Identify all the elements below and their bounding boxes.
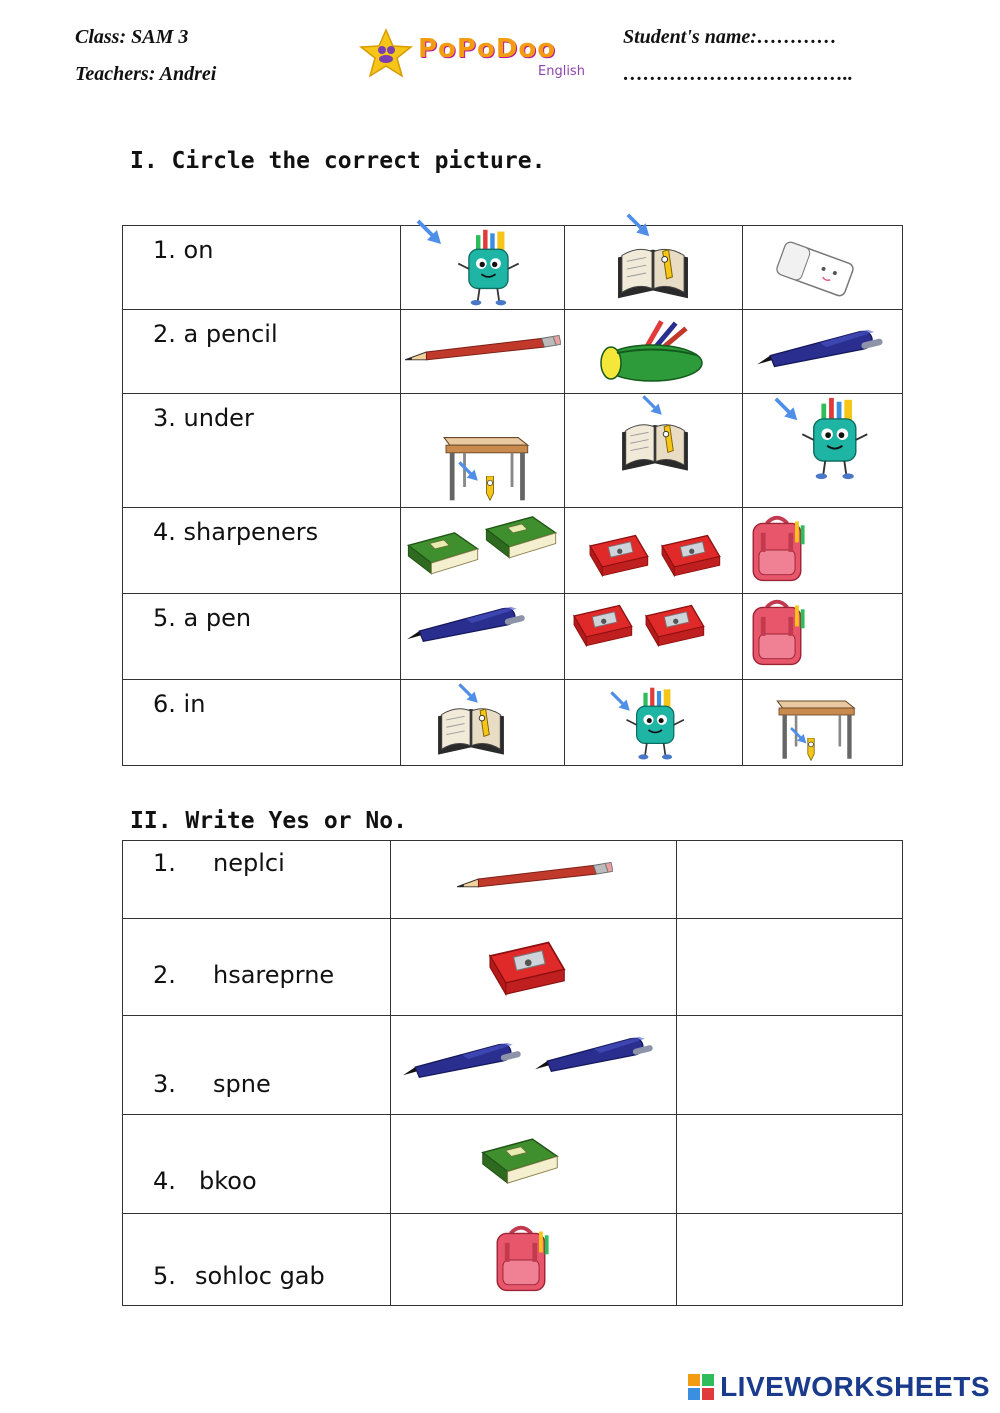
table-row (123, 394, 903, 508)
item-label: 5. a pen (153, 604, 252, 632)
scrambled-word: bkoo (199, 1167, 257, 1195)
table-row (123, 594, 903, 680)
answer-cell[interactable] (677, 1016, 903, 1115)
book-icon (481, 512, 561, 568)
arrow-icon (457, 460, 481, 484)
sharpener-icon (481, 931, 571, 999)
school-bag-icon (487, 1222, 555, 1298)
liveworksheets-brand: LIVEWORKSHEETS (720, 1371, 990, 1402)
open-book-icon (617, 414, 693, 478)
scrambled-word: sohloc gab (195, 1262, 325, 1290)
popodoo-logo (356, 26, 596, 84)
answer-cell[interactable] (677, 841, 903, 919)
sharpener-icon (639, 596, 709, 650)
scrambled-word: hsareprne (213, 961, 335, 989)
pen-holder-icon (439, 228, 529, 308)
eraser-icon (765, 234, 865, 304)
student-name-label: Student's name:………… (623, 26, 837, 48)
open-book-icon (613, 238, 693, 306)
picture-cell[interactable] (565, 508, 743, 594)
section-2-title: II. Write Yes or No. (130, 808, 407, 834)
table-row (123, 1214, 903, 1306)
arrow-icon (457, 682, 481, 706)
pencil-icon (457, 859, 613, 899)
table-row (123, 841, 903, 919)
school-bag-icon (743, 512, 811, 588)
small-pencil-icon (481, 476, 499, 502)
picture-cell[interactable] (565, 594, 743, 680)
item-number: 1. (153, 849, 176, 877)
pen-icon (405, 600, 527, 646)
picture-cell[interactable] (743, 508, 903, 594)
pen-icon (401, 1036, 523, 1082)
table-row (123, 1115, 903, 1214)
pen-icon (533, 1030, 655, 1076)
picture-cell[interactable] (401, 508, 565, 594)
item-number: 3. (153, 1070, 176, 1098)
school-bag-icon (743, 596, 811, 672)
teacher-label: Teachers: Andrei (75, 63, 217, 85)
picture-cell[interactable] (565, 394, 743, 508)
item-number: 4. (153, 1167, 176, 1195)
picture-cell[interactable] (401, 226, 565, 310)
picture-cell[interactable] (401, 310, 565, 394)
pen-icon (755, 324, 885, 370)
open-book-icon (433, 698, 509, 762)
picture-cell[interactable] (565, 680, 743, 766)
item-label: 3. under (153, 404, 254, 432)
arrow-icon (773, 396, 801, 424)
answer-cell[interactable] (677, 1214, 903, 1306)
pencil-case-icon (597, 314, 707, 386)
student-name-dots: …………………………….. (623, 63, 853, 85)
liveworksheets-footer[interactable] (688, 1371, 990, 1403)
item-number: 2. (153, 961, 176, 989)
picture-cell[interactable] (743, 310, 903, 394)
table-row (123, 226, 903, 310)
item-label: 6. in (153, 690, 206, 718)
table-row (123, 310, 903, 394)
picture-cell[interactable] (743, 594, 903, 680)
write-yes-no-table (122, 840, 903, 1306)
picture-cell[interactable] (565, 310, 743, 394)
circle-picture-table (122, 225, 903, 766)
pencil-icon (405, 332, 561, 372)
arrow-icon (789, 726, 809, 746)
table-row (123, 919, 903, 1016)
table-row (123, 508, 903, 594)
picture-cell[interactable] (401, 394, 565, 508)
table-row (123, 1016, 903, 1115)
picture-cell[interactable] (743, 226, 903, 310)
arrow-icon (415, 218, 445, 248)
arrow-icon (609, 690, 633, 714)
class-label: Class: SAM 3 (75, 26, 189, 48)
scrambled-word: spne (213, 1070, 271, 1098)
item-label: 2. a pencil (153, 320, 278, 348)
arrow-icon (625, 212, 653, 240)
picture-cell[interactable] (565, 226, 743, 310)
book-icon (403, 528, 483, 584)
sharpener-icon (655, 526, 725, 580)
picture-cell[interactable] (401, 680, 565, 766)
arrow-icon (641, 394, 665, 418)
sharpener-icon (567, 596, 637, 650)
picture-cell[interactable] (401, 594, 565, 680)
liveworksheets-logo-icon (688, 1374, 714, 1400)
picture-cell[interactable] (743, 680, 903, 766)
logo-subtitle: English (538, 64, 585, 79)
picture-cell[interactable] (743, 394, 903, 508)
answer-cell[interactable] (677, 919, 903, 1016)
book-icon (477, 1135, 563, 1193)
logo-title: PoPoDoo (418, 34, 557, 64)
answer-cell[interactable] (677, 1115, 903, 1214)
scrambled-word: neplci (213, 849, 285, 877)
section-1-title: I. Circle the correct picture. (130, 148, 546, 174)
table-row (123, 680, 903, 766)
item-label: 4. sharpeners (153, 518, 319, 546)
sharpener-icon (583, 526, 653, 580)
item-number: 5. (153, 1262, 176, 1290)
item-label: 1. on (153, 236, 214, 264)
